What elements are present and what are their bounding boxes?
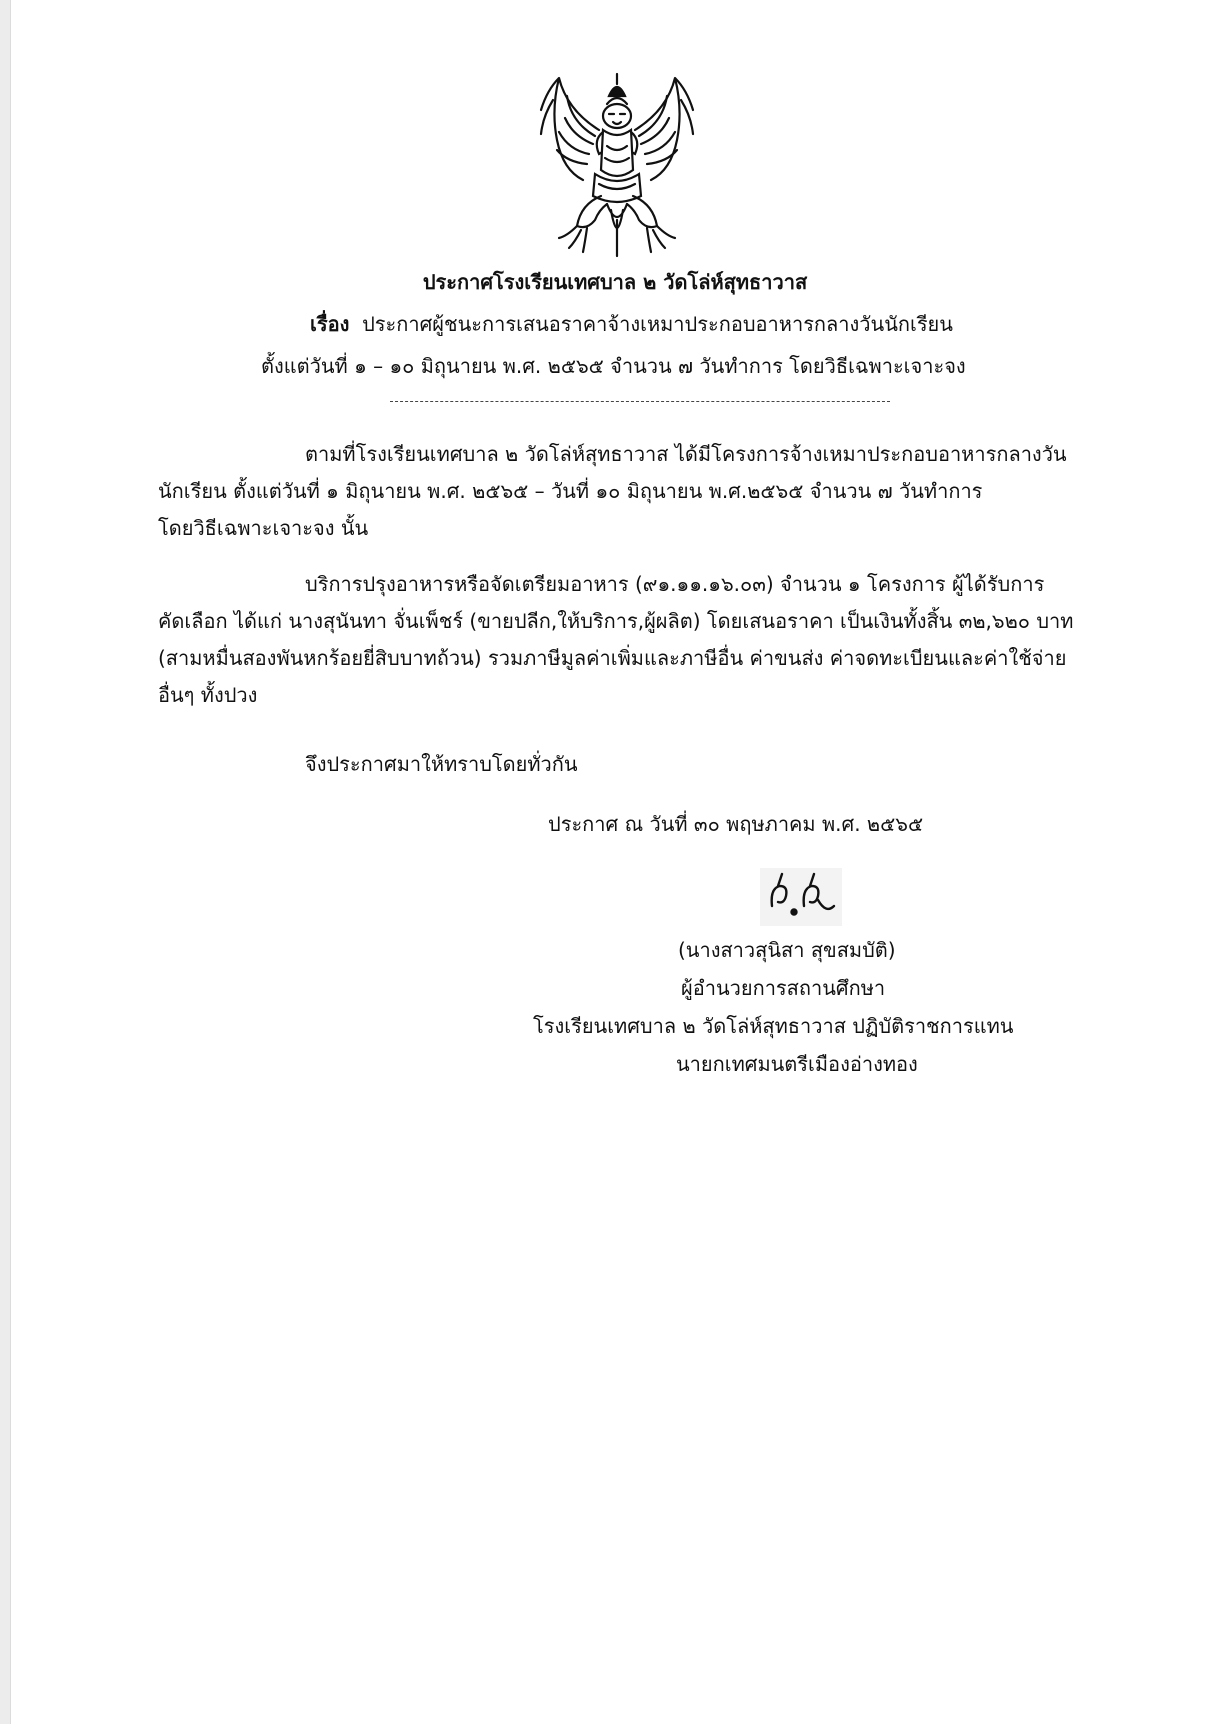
paragraph-2-line-1: บริการปรุงอาหารหรือจัดเตรียมอาหาร (๙๑.๑๑.๑๖.๐๓) จำนวน ๑ โครงการ ผู้ได้รับการ (305, 572, 1045, 596)
subject-line (310, 310, 953, 338)
garuda-emblem-icon (537, 70, 697, 260)
announcement-date: ประกาศ ณ วันที่ ๓๐ พฤษภาคม พ.ศ. ๒๕๖๕ (548, 812, 924, 836)
subject-label: เรื่อง (310, 312, 350, 336)
paragraph-2-line-3: (สามหมื่นสองพันหกร้อยยี่สิบบาทถ้วน) รวมภาษีมูลค่าเพิ่มและภาษีอื่น ค่าขนส่ง ค่าจดทะเบียนและค่าใช้จ่าย (158, 646, 1067, 670)
closing-statement: จึงประกาศมาให้ทราบโดยทั่วกัน (305, 752, 578, 776)
announcement-title: ประกาศโรงเรียนเทศบาล ๒ วัดโล่ห์สุทธาวาส (422, 270, 808, 294)
subject-text: ประกาศผู้ชนะการเสนอราคาจ้างเหมาประกอบอาหารกลางวันนักเรียน (362, 312, 953, 336)
subject-line-2: ตั้งแต่วันที่ ๑ – ๑๐ มิถุนายน พ.ศ. ๒๕๖๕ จำนวน ๗ วันทำการ โดยวิธีเฉพาะเจาะจง (261, 354, 966, 378)
paragraph-1-line-3: โดยวิธีเฉพาะเจาะจง นั้น (158, 516, 369, 540)
paragraph-2-line-2: คัดเลือก ได้แก่ นางสุนันทา จั่นเพ็ชร์ (ขายปลีก,ให้บริการ,ผู้ผลิต) โดยเสนอราคา เป็นเงินทั้งสิ้น ๓๒,๖๒๐ บาท (158, 609, 1074, 633)
handwritten-signature (756, 866, 846, 928)
signatory-position-3: นายกเทศมนตรีเมืองอ่างทอง (676, 1052, 918, 1076)
signatory-position-2: โรงเรียนเทศบาล ๒ วัดโล่ห์สุทธาวาส ปฏิบัติราชการแทน (533, 1014, 1014, 1038)
paragraph-1-line-2: นักเรียน ตั้งแต่วันที่ ๑ มิถุนายน พ.ศ. ๒๕๖๕ – วันที่ ๑๐ มิถุนายน พ.ศ.๒๕๖๕ จำนวน ๗ วันทำการ (158, 479, 983, 503)
page-left-edge (0, 0, 11, 1724)
paragraph-1-line-1: ตามที่โรงเรียนเทศบาล ๒ วัดโล่ห์สุทธาวาส ได้มีโครงการจ้างเหมาประกอบอาหารกลางวัน (305, 442, 1067, 466)
divider-dashed (390, 401, 890, 402)
signatory-position-1: ผู้อำนวยการสถานศึกษา (681, 976, 886, 1000)
signatory-name: (นางสาวสุนิสา สุขสมบัติ) (678, 938, 896, 962)
paragraph-2-line-4: อื่นๆ ทั้งปวง (158, 683, 258, 707)
